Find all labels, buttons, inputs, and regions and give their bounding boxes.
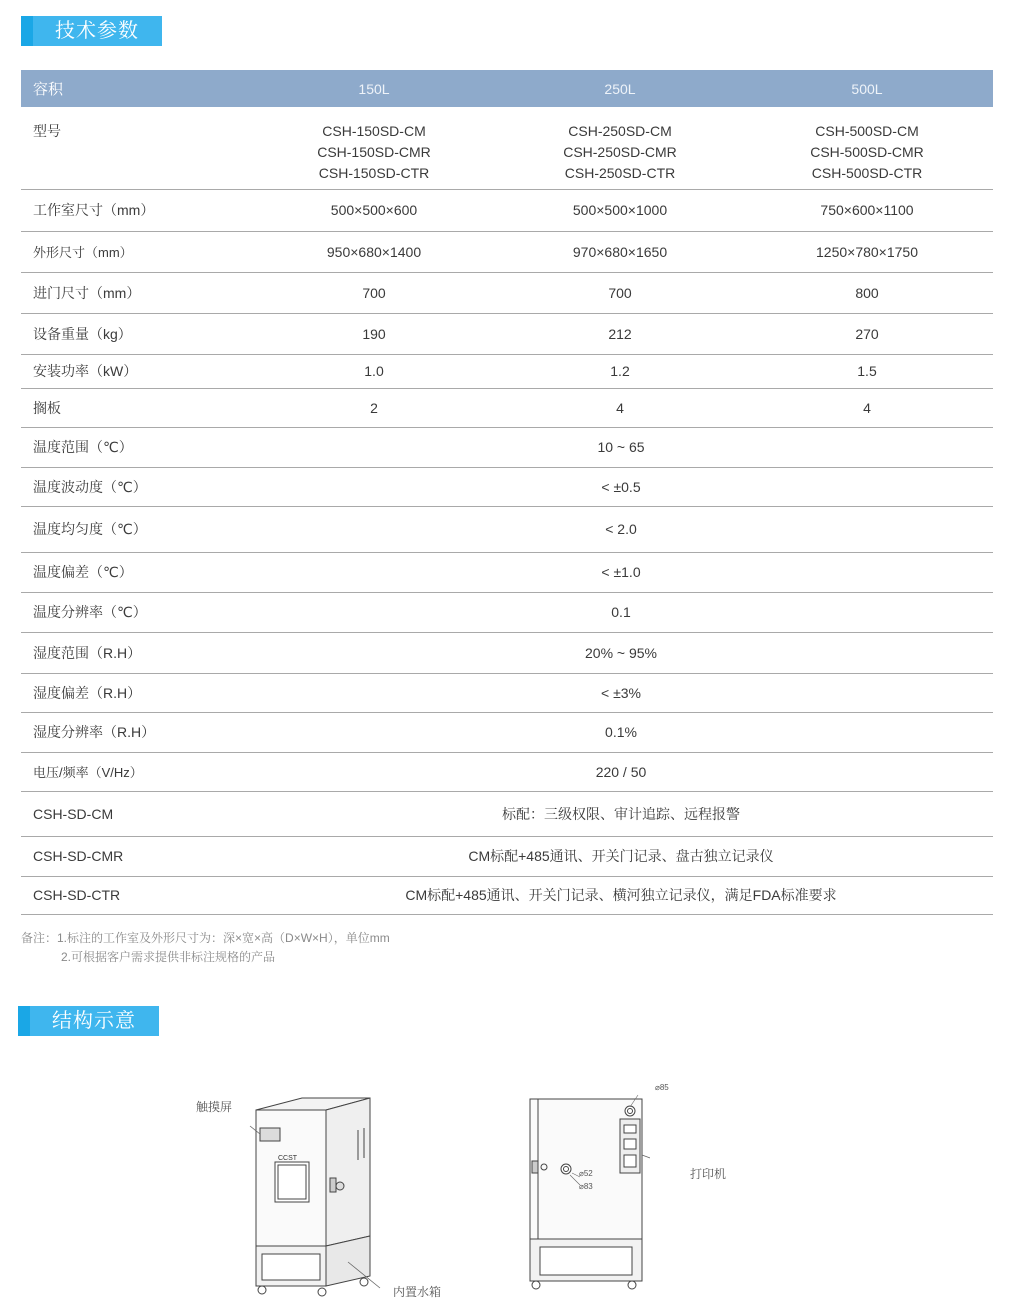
cell-value: 0.1 bbox=[249, 592, 993, 632]
cell-value: 10 ~ 65 bbox=[249, 427, 993, 467]
model-cell bbox=[249, 107, 499, 189]
table-row bbox=[21, 388, 993, 427]
table-row bbox=[21, 752, 993, 791]
model-name: CSH-500SD-CTR bbox=[811, 165, 923, 181]
cell-value: 20% ~ 95% bbox=[249, 632, 993, 673]
model-cell bbox=[499, 107, 741, 189]
header-500l: 500L bbox=[741, 70, 993, 107]
row-label: 温度均匀度（℃） bbox=[21, 506, 249, 552]
cell-value: 220 / 50 bbox=[249, 752, 993, 791]
cell-value: CM标配+485通讯、开关门记录、横河独立记录仪，满足FDA标准要求 bbox=[249, 876, 993, 914]
brand-logo: CCST bbox=[278, 1155, 298, 1162]
cell-value: 500×500×1000 bbox=[499, 189, 741, 231]
chamber-front-drawing bbox=[230, 1090, 390, 1302]
table-row-model bbox=[21, 107, 993, 189]
table-row bbox=[21, 272, 993, 313]
table-row-config bbox=[21, 876, 993, 914]
section-accent-bar bbox=[18, 1006, 30, 1036]
row-label: 外形尺寸（mm） bbox=[21, 231, 249, 272]
cell-value: 4 bbox=[741, 388, 993, 427]
table-row bbox=[21, 427, 993, 467]
section-title: 技术参数 bbox=[33, 16, 162, 46]
chamber-side-drawing bbox=[520, 1085, 650, 1300]
model-name: CSH-500SD-CMR bbox=[810, 144, 924, 160]
cell-value: 1.2 bbox=[499, 354, 741, 388]
model-name: CSH-250SD-CMR bbox=[563, 144, 677, 160]
row-label: 进门尺寸（mm） bbox=[21, 272, 249, 313]
cell-value: 1.0 bbox=[249, 354, 499, 388]
cell-value: 950×680×1400 bbox=[249, 231, 499, 272]
row-label: 电压/频率（V/Hz） bbox=[21, 752, 249, 791]
table-row bbox=[21, 354, 993, 388]
table-row-config bbox=[21, 791, 993, 836]
table-row-config bbox=[21, 836, 993, 876]
spec-table bbox=[21, 70, 993, 915]
cell-value: 标配：三级权限、审计追踪、远程报警 bbox=[249, 791, 993, 836]
row-label: CSH-SD-CMR bbox=[21, 836, 249, 876]
cell-value: 1.5 bbox=[741, 354, 993, 388]
note-line: 备注：1.标注的工作室及外形尺寸为：深×宽×高（D×W×H），单位mm bbox=[21, 931, 390, 945]
table-row bbox=[21, 592, 993, 632]
cell-value: < 2.0 bbox=[249, 506, 993, 552]
row-label: 安装功率（kW） bbox=[21, 354, 249, 388]
note-line: 2.可根据客户需求提供非标注规格的产品 bbox=[61, 950, 276, 964]
row-label: 温度范围（℃） bbox=[21, 427, 249, 467]
model-name: CSH-150SD-CM bbox=[322, 123, 426, 139]
model-name: CSH-150SD-CTR bbox=[318, 165, 430, 181]
table-row bbox=[21, 467, 993, 506]
table-row bbox=[21, 506, 993, 552]
section-accent-bar bbox=[21, 16, 33, 46]
dim-label-83: ⌀83 bbox=[579, 1182, 593, 1191]
cell-value: 270 bbox=[741, 313, 993, 354]
cell-value: 0.1% bbox=[249, 712, 993, 752]
row-label: 湿度分辨率（R.H） bbox=[21, 712, 249, 752]
cell-value: 2 bbox=[249, 388, 499, 427]
cell-value: 190 bbox=[249, 313, 499, 354]
table-row bbox=[21, 632, 993, 673]
row-label: CSH-SD-CTR bbox=[21, 876, 249, 914]
model-name: CSH-250SD-CM bbox=[568, 123, 672, 139]
cell-value: 500×500×600 bbox=[249, 189, 499, 231]
row-label: 湿度范围（R.H） bbox=[21, 632, 249, 673]
row-label: 型号 bbox=[21, 107, 249, 189]
section-title: 结构示意 bbox=[30, 1006, 159, 1036]
table-row bbox=[21, 552, 993, 592]
row-label: 工作室尺寸（mm） bbox=[21, 189, 249, 231]
row-label: 设备重量（kg） bbox=[21, 313, 249, 354]
model-name: CSH-250SD-CTR bbox=[564, 165, 676, 181]
touchscreen-label: 触摸屏 bbox=[196, 1100, 233, 1114]
header-150l: 150L bbox=[249, 70, 499, 107]
row-label: 湿度偏差（R.H） bbox=[21, 673, 249, 712]
table-row bbox=[21, 189, 993, 231]
printer-label: 打印机 bbox=[690, 1167, 727, 1181]
row-label: 温度波动度（℃） bbox=[21, 467, 249, 506]
table-row bbox=[21, 712, 993, 752]
section-header-structure bbox=[18, 1006, 159, 1036]
notes bbox=[21, 929, 390, 967]
cell-value: CM标配+485通讯、开关门记录、盘古独立记录仪 bbox=[249, 836, 993, 876]
table-row bbox=[21, 673, 993, 712]
dim-label-85: ⌀85 bbox=[655, 1083, 669, 1092]
cell-value: < ±1.0 bbox=[249, 552, 993, 592]
table-row bbox=[21, 231, 993, 272]
touchscreen-icon bbox=[260, 1128, 280, 1141]
cell-value: 750×600×1100 bbox=[741, 189, 993, 231]
water-tank-label: 内置水箱 bbox=[393, 1285, 442, 1299]
cell-value: 4 bbox=[499, 388, 741, 427]
cell-value: 700 bbox=[499, 272, 741, 313]
header-capacity: 容积 bbox=[21, 70, 249, 107]
model-name: CSH-500SD-CM bbox=[815, 123, 919, 139]
row-label: 温度偏差（℃） bbox=[21, 552, 249, 592]
cell-value: < ±3% bbox=[249, 673, 993, 712]
cell-value: 970×680×1650 bbox=[499, 231, 741, 272]
cell-value: 1250×780×1750 bbox=[741, 231, 993, 272]
dim-label-52: ⌀52 bbox=[579, 1169, 593, 1178]
table-header-row bbox=[21, 70, 993, 107]
model-cell bbox=[741, 107, 993, 189]
cell-value: 212 bbox=[499, 313, 741, 354]
row-label: 搁板 bbox=[21, 388, 249, 427]
model-name: CSH-150SD-CMR bbox=[317, 144, 431, 160]
row-label: 温度分辨率（℃） bbox=[21, 592, 249, 632]
section-header-spec bbox=[21, 16, 162, 46]
cell-value: < ±0.5 bbox=[249, 467, 993, 506]
cell-value: 700 bbox=[249, 272, 499, 313]
row-label: CSH-SD-CM bbox=[21, 791, 249, 836]
cell-value: 800 bbox=[741, 272, 993, 313]
table-row bbox=[21, 313, 993, 354]
header-250l: 250L bbox=[499, 70, 741, 107]
port-52-icon bbox=[561, 1164, 571, 1174]
port-85-icon bbox=[625, 1106, 635, 1116]
